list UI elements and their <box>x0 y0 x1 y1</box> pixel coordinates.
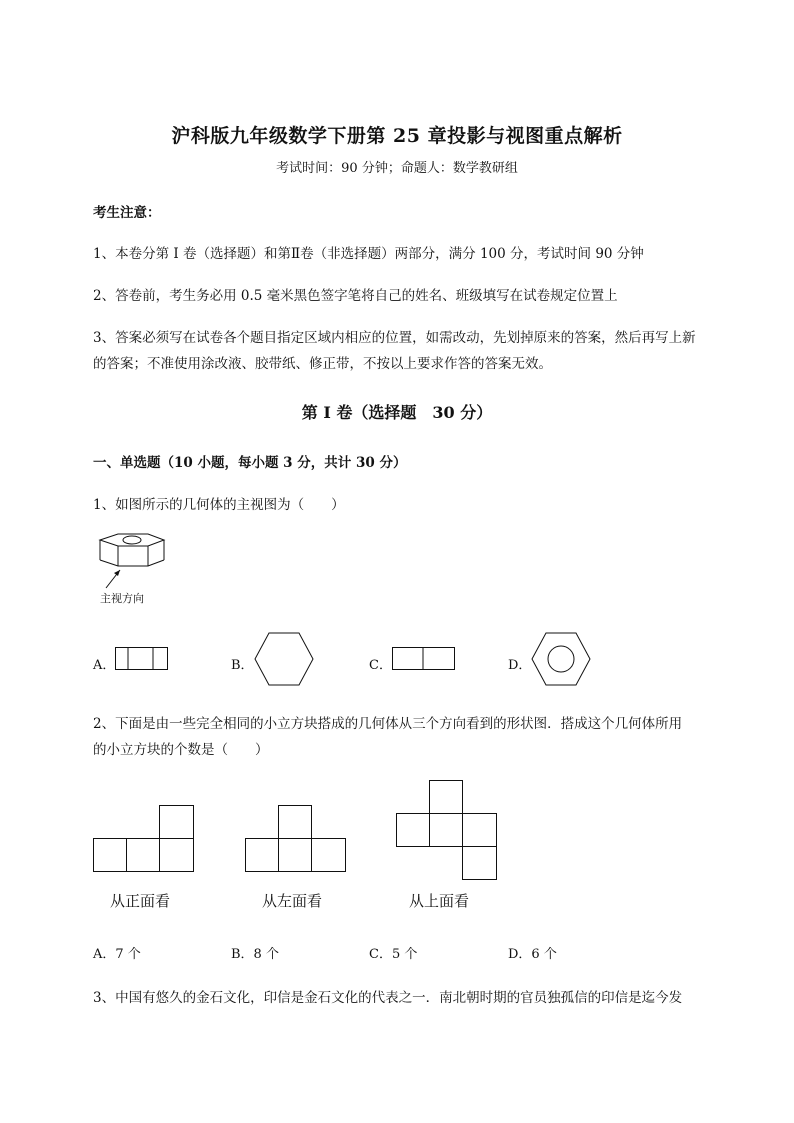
q2-option-b[interactable]: B．8 个 <box>231 947 279 962</box>
part-heading: 一、单选题（10 小题，每小题 3 分，共计 30 分） <box>93 455 407 471</box>
notice-heading: 考生注意： <box>93 205 161 221</box>
exam-info: 考试时间：90 分钟；命题人：数学教研组 <box>276 161 518 176</box>
notice-item-1: 1、本卷分第 I 卷（选择题）和第Ⅱ卷（非选择题）两部分，满分 100 分，考试时间 90 分钟 <box>93 246 644 262</box>
q2-option-c[interactable]: C．5 个 <box>369 947 418 962</box>
view-direction-label: 主视方向 <box>100 592 144 605</box>
section-title: 第 I 卷（选择题 30 分） <box>301 403 493 422</box>
front-view-figure <box>93 804 197 874</box>
q2-option-a[interactable]: A．7 个 <box>93 947 141 962</box>
left-view-figure <box>245 804 349 874</box>
notice-item-2: 2、答卷前，考生务必用 0.5 毫米黑色签字笔将自己的姓名、班级填写在试卷规定位置上 <box>93 288 618 304</box>
option-d-label[interactable]: D． <box>508 658 532 673</box>
top-view-label: 从上面看 <box>409 892 470 910</box>
option-c-figure <box>392 647 456 671</box>
q2-option-d[interactable]: D．6 个 <box>508 947 557 962</box>
notice-item-3-line-1: 3、答案必须写在试卷各个题目指定区域内相应的位置，如需改动，先划掉原来的答案，然后再写上新 <box>93 330 696 346</box>
page-title: 沪科版九年级数学下册第 25 章投影与视图重点解析 <box>171 125 623 147</box>
front-view-label: 从正面看 <box>110 892 171 910</box>
option-c-label[interactable]: C． <box>369 658 392 673</box>
question-1-solid-figure <box>90 532 180 607</box>
question-2-stem-line-2: 的小立方块的个数是（ ） <box>93 742 269 758</box>
question-1-stem: 1、如图所示的几何体的主视图为（ ） <box>93 497 345 513</box>
question-3-stem: 3、中国有悠久的金石文化，印信是金石文化的代表之一．南北朝时期的官员独孤信的印信是迄今发 <box>93 990 683 1006</box>
option-a-figure <box>115 647 170 671</box>
option-b-label[interactable]: B． <box>231 658 254 673</box>
option-a-label[interactable]: A． <box>93 658 116 673</box>
option-b-figure <box>254 632 316 688</box>
question-2-stem-line-1: 2、下面是由一些完全相同的小立方块搭成的几何体从三个方向看到的形状图．搭成这个几何体所用 <box>93 716 683 732</box>
option-d-figure <box>531 632 593 688</box>
notice-item-3-line-2: 的答案；不准使用涂改液、胶带纸、修正带，不按以上要求作答的答案无效。 <box>93 356 552 372</box>
left-view-label: 从左面看 <box>262 892 323 910</box>
top-view-figure <box>396 779 500 885</box>
